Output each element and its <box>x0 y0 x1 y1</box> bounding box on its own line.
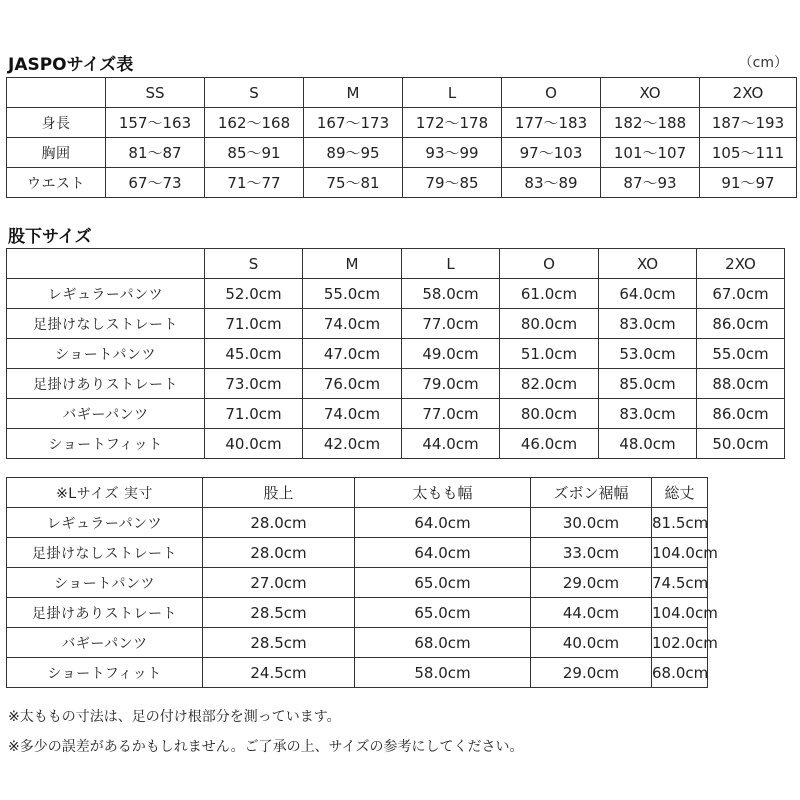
table-cell: 77.0cm <box>402 309 500 339</box>
row-label: 足掛けありストレート <box>7 598 203 628</box>
table-cell: 44.0cm <box>531 598 652 628</box>
unit-label: （cm） <box>738 55 788 71</box>
table-cell: 93〜99 <box>403 138 502 168</box>
table-cell: 167〜173 <box>304 108 403 138</box>
table-cell: 177〜183 <box>502 108 601 138</box>
table-cell: 74.5cm <box>652 568 708 598</box>
row-label: 足掛けなしストレート <box>7 538 203 568</box>
header-cell: M <box>303 249 402 279</box>
table-cell: 104.0cm <box>652 538 708 568</box>
table-row <box>7 168 797 198</box>
table-cell: 47.0cm <box>303 339 402 369</box>
table-cell: 86.0cm <box>697 399 785 429</box>
header-cell: SS <box>106 78 205 108</box>
header-cell: 太もも幅 <box>355 478 531 508</box>
table-row <box>7 399 785 429</box>
table-cell: 97〜103 <box>502 138 601 168</box>
table-cell: 89〜95 <box>304 138 403 168</box>
table-row <box>7 598 708 628</box>
table-cell: 162〜168 <box>205 108 304 138</box>
inseam-size-table <box>6 248 785 459</box>
table-cell: 105〜111 <box>700 138 797 168</box>
table-cell: 79.0cm <box>402 369 500 399</box>
table-row <box>7 429 785 459</box>
table-cell: 77.0cm <box>402 399 500 429</box>
header-cell-corner <box>7 249 205 279</box>
table-cell: 91〜97 <box>700 168 797 198</box>
table-cell: 71〜77 <box>205 168 304 198</box>
table-row <box>7 339 785 369</box>
table-cell: 79〜85 <box>403 168 502 198</box>
header-cell: 総丈 <box>652 478 708 508</box>
header-cell: M <box>304 78 403 108</box>
table-cell: 40.0cm <box>205 429 303 459</box>
table-cell: 45.0cm <box>205 339 303 369</box>
row-label: 身長 <box>7 108 106 138</box>
table-row <box>7 568 708 598</box>
table-cell: 86.0cm <box>697 309 785 339</box>
table-cell: 42.0cm <box>303 429 402 459</box>
table-cell: 51.0cm <box>500 339 599 369</box>
table-cell: 67〜73 <box>106 168 205 198</box>
header-cell: O <box>500 249 599 279</box>
row-label: 足掛けなしストレート <box>7 309 205 339</box>
table-cell: 28.5cm <box>203 628 355 658</box>
table-cell: 27.0cm <box>203 568 355 598</box>
row-label: レギュラーパンツ <box>7 279 205 309</box>
jaspo-size-table <box>6 77 797 198</box>
table-cell: 65.0cm <box>355 568 531 598</box>
header-cell: O <box>502 78 601 108</box>
row-label: ウエスト <box>7 168 106 198</box>
row-label: バギーパンツ <box>7 628 203 658</box>
table-row <box>7 538 708 568</box>
table-cell: 74.0cm <box>303 399 402 429</box>
table-cell: 49.0cm <box>402 339 500 369</box>
table-cell: 80.0cm <box>500 309 599 339</box>
row-label: レギュラーパンツ <box>7 508 203 538</box>
note-size-disclaimer: ※多少の誤差があるかもしれません。ご了承の上、サイズの参考にしてください。 <box>8 739 524 755</box>
table-cell: 29.0cm <box>531 568 652 598</box>
inseam-title: 股下サイズ <box>8 227 92 247</box>
table-cell: 88.0cm <box>697 369 785 399</box>
table-cell: 50.0cm <box>697 429 785 459</box>
table-cell: 52.0cm <box>205 279 303 309</box>
row-label: バギーパンツ <box>7 399 205 429</box>
table-cell: 74.0cm <box>303 309 402 339</box>
table-row <box>7 628 708 658</box>
table-cell: 76.0cm <box>303 369 402 399</box>
table-cell: 58.0cm <box>355 658 531 688</box>
row-label: ショートパンツ <box>7 339 205 369</box>
note-thigh-measurement: ※太ももの寸法は、足の付け根部分を測っています。 <box>8 709 341 725</box>
table-cell: 81〜87 <box>106 138 205 168</box>
table-cell: 157〜163 <box>106 108 205 138</box>
table-row <box>7 279 785 309</box>
table-cell: 53.0cm <box>599 339 697 369</box>
table-cell: 64.0cm <box>355 508 531 538</box>
header-cell: L <box>402 249 500 279</box>
table-cell: 80.0cm <box>500 399 599 429</box>
table-cell: 102.0cm <box>652 628 708 658</box>
table-cell: 83.0cm <box>599 399 697 429</box>
table-row <box>7 309 785 339</box>
table-cell: 104.0cm <box>652 598 708 628</box>
table-cell: 61.0cm <box>500 279 599 309</box>
table-cell: 46.0cm <box>500 429 599 459</box>
l-size-actual-table <box>6 477 718 688</box>
table-cell: 81.5cm <box>652 508 708 538</box>
table-cell: 71.0cm <box>205 309 303 339</box>
table-cell: 64.0cm <box>355 538 531 568</box>
header-cell: L <box>403 78 502 108</box>
table-cell: 187〜193 <box>700 108 797 138</box>
table-row <box>7 138 797 168</box>
header-cell: XO <box>601 78 700 108</box>
table-cell: 75〜81 <box>304 168 403 198</box>
table-header-row <box>7 249 785 279</box>
table-cell: 64.0cm <box>599 279 697 309</box>
table-cell: 71.0cm <box>205 399 303 429</box>
table-row <box>7 108 797 138</box>
table-row <box>7 508 708 538</box>
table-cell: 24.5cm <box>203 658 355 688</box>
table-cell: 48.0cm <box>599 429 697 459</box>
table-cell: 73.0cm <box>205 369 303 399</box>
table-cell: 65.0cm <box>355 598 531 628</box>
row-label: 足掛けありストレート <box>7 369 205 399</box>
table-cell: 28.0cm <box>203 508 355 538</box>
table-cell: 82.0cm <box>500 369 599 399</box>
table-cell: 29.0cm <box>531 658 652 688</box>
header-cell: ズボン裾幅 <box>531 478 652 508</box>
header-cell-corner <box>7 78 106 108</box>
table-cell: 85.0cm <box>599 369 697 399</box>
jaspo-title: JASPOサイズ表 <box>8 55 134 75</box>
table-cell: 172〜178 <box>403 108 502 138</box>
table-cell: 87〜93 <box>601 168 700 198</box>
table-header-row <box>7 78 797 108</box>
header-cell: XO <box>599 249 697 279</box>
table-cell: 33.0cm <box>531 538 652 568</box>
table-cell: 55.0cm <box>303 279 402 309</box>
table-header-row <box>7 478 708 508</box>
table-cell: 68.0cm <box>355 628 531 658</box>
table-cell: 28.0cm <box>203 538 355 568</box>
table-cell: 85〜91 <box>205 138 304 168</box>
table-cell: 30.0cm <box>531 508 652 538</box>
table-cell: 55.0cm <box>697 339 785 369</box>
row-label: ショートフィット <box>7 658 203 688</box>
header-cell: 股上 <box>203 478 355 508</box>
header-cell: S <box>205 249 303 279</box>
table-cell: 83〜89 <box>502 168 601 198</box>
table-row <box>7 369 785 399</box>
header-cell: S <box>205 78 304 108</box>
table-cell: 68.0cm <box>652 658 708 688</box>
table-cell: 83.0cm <box>599 309 697 339</box>
table-cell: 40.0cm <box>531 628 652 658</box>
table-cell: 44.0cm <box>402 429 500 459</box>
table-cell: 67.0cm <box>697 279 785 309</box>
header-cell-corner: ※Lサイズ 実寸 <box>7 478 203 508</box>
row-label: ショートフィット <box>7 429 205 459</box>
table-cell: 101〜107 <box>601 138 700 168</box>
table-cell: 182〜188 <box>601 108 700 138</box>
table-row <box>7 658 708 688</box>
header-cell: 2XO <box>700 78 797 108</box>
table-cell: 28.5cm <box>203 598 355 628</box>
table-cell: 58.0cm <box>402 279 500 309</box>
row-label: 胸囲 <box>7 138 106 168</box>
header-cell: 2XO <box>697 249 785 279</box>
row-label: ショートパンツ <box>7 568 203 598</box>
